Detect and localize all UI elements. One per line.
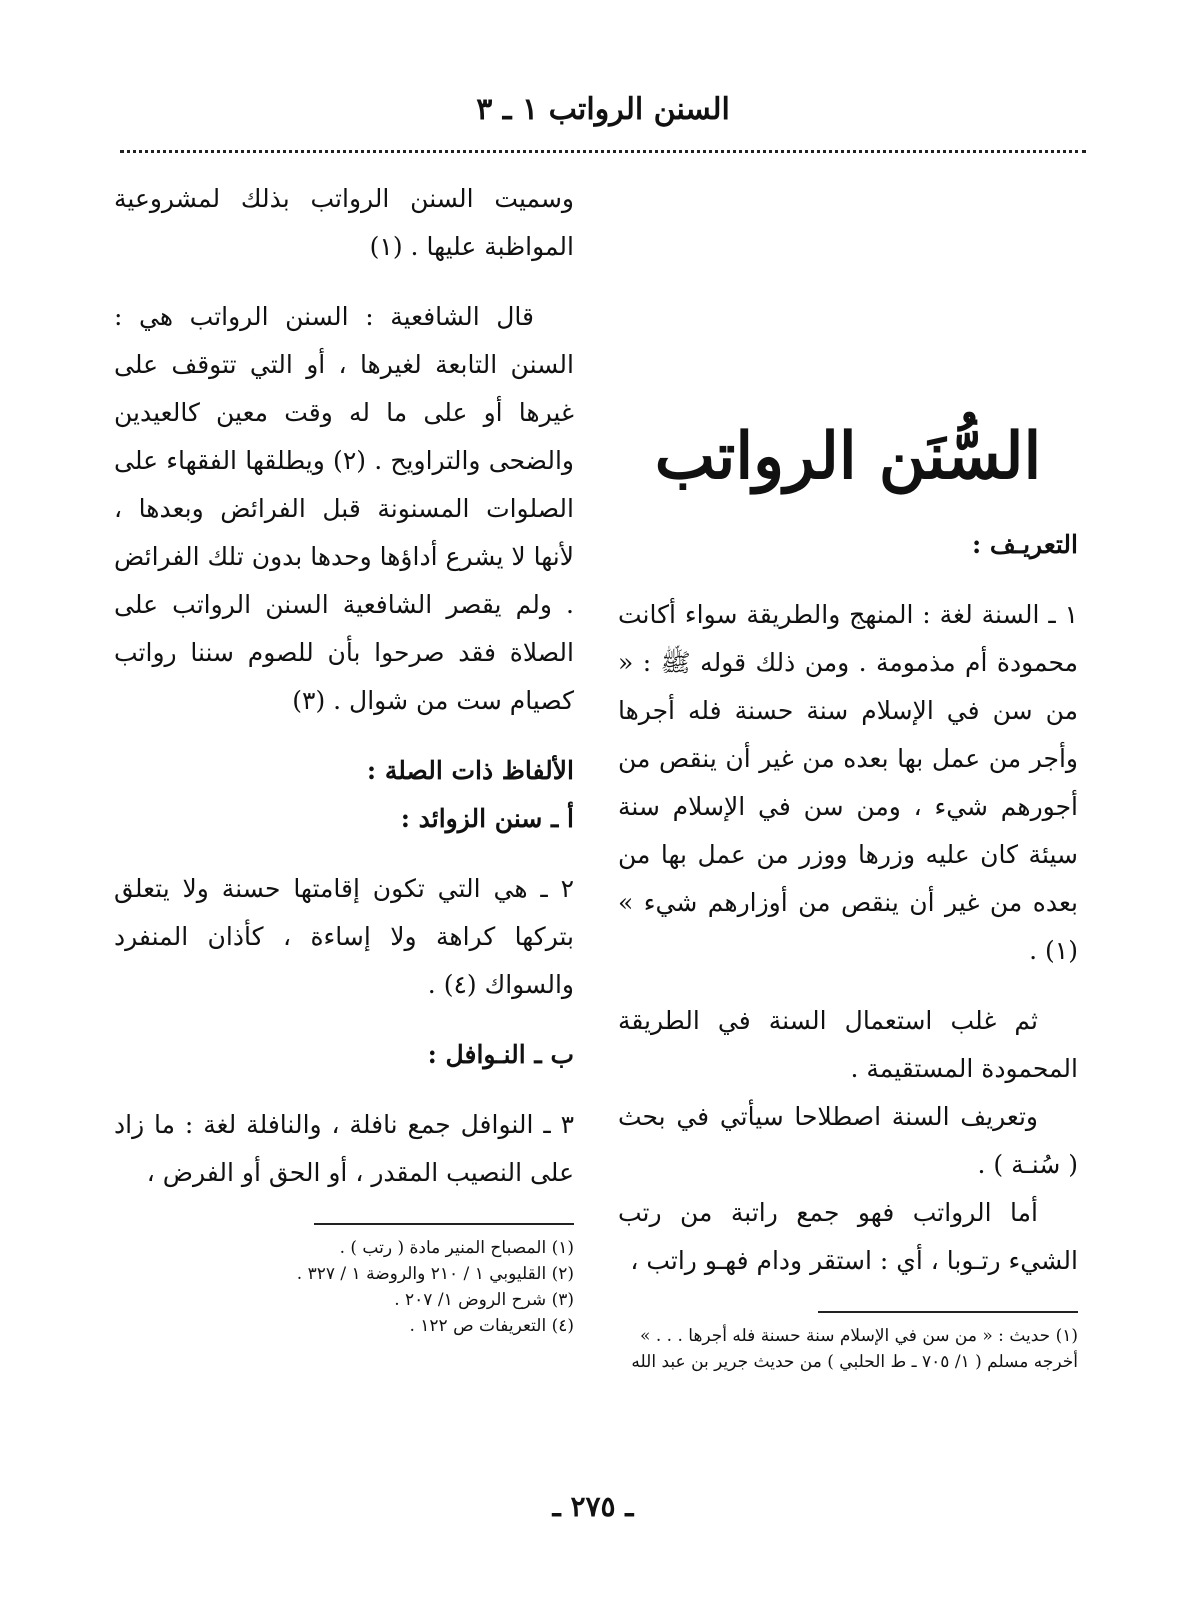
footnote: (٣) شرح الروض ١/ ٢٠٧ .	[394, 1290, 574, 1310]
right-paragraph-2: ثم غلب استعمال السنة في الطريقة المحمودة المستقيمة .	[618, 1006, 1078, 1083]
definition-heading: التعريـف :	[971, 530, 1078, 559]
left-paragraph-3: ٢ ـ هي التي تكون إقامتها حسنة ولا يتعلق بتركها كراهة ولا إساءة ، كأذان المنفرد والسواك (٤) .	[114, 874, 574, 999]
footnote: (١) المصباح المنير مادة ( رتب ) .	[339, 1238, 574, 1258]
right-paragraph-3: وتعريف السنة اصطلاحا سيأتي في بحث ( سُنـة ) .	[618, 1102, 1078, 1179]
left-footnotes	[114, 1235, 574, 1339]
left-paragraph-2: قال الشافعية : السنن الرواتب هي : السنن التابعة لغيرها ، أو التي تتوقف على غيرها أو على ما له وقت معين كالعيدين والضحى والتراويح . (٢) ويطلقها الفقهاء على الصلوات المسنونة قبل الفرائض وبعدها ، لأنها لا يشرع أداؤها وحدها بدون تلك الفرائض . ولم يقصر الشافعية السنن الرواتب على الصلاة فقد صرحوا بأن للصوم سننا رواتب كصيام ست من شوال . (٣)	[114, 302, 574, 715]
right-column	[618, 175, 1078, 1375]
left-paragraph-1: وسميت السنن الرواتب بذلك لمشروعية المواظبة عليها . (١)	[114, 184, 574, 261]
page-number: ـ ٢٧٥ ـ	[552, 1490, 634, 1523]
footnote: (٢) القليوبي ١ / ٢١٠ والروضة ١ / ٣٢٧ .	[296, 1264, 574, 1284]
header-divider	[120, 150, 1086, 153]
footnote-divider	[818, 1311, 1078, 1313]
subheading-a: أ ـ سنن الزوائد :	[400, 804, 574, 833]
subheading-b: ب ـ النـوافل :	[427, 1040, 574, 1069]
footnote: (١) حديث : « من سن في الإسلام سنة حسنة فله أجرها . . . » أخرجه مسلم ( ١/ ٧٠٥ ـ ط الحلبي ) من حديث جرير بن عبد الله	[631, 1326, 1078, 1372]
left-paragraph-4: ٣ ـ النوافل جمع نافلة ، والنافلة لغة : ما زاد على النصيب المقدر ، أو الحق أو الفرض ،	[114, 1110, 574, 1187]
right-footnotes	[618, 1323, 1078, 1375]
entry-title: السُّنَن الرواتب	[654, 419, 1042, 494]
footnote-divider	[314, 1223, 574, 1225]
right-paragraph-1: ١ ـ السنة لغة : المنهج والطريقة سواء أكانت محمودة أم مذمومة . ومن ذلك قوله ﷺ : « من سن في الإسلام سنة حسنة فله أجرها وأجر من عمل بها بعده من غير أن ينقص من أجورهم شيء ، ومن سن في الإسلام سنة سيئة كان عليه وزرها ووزر من عمل بها من بعده من غير أن ينقص من أوزارهم شيء » (١) .	[618, 600, 1078, 965]
right-paragraph-4: أما الرواتب فهو جمع راتبة من رتب الشيء رتـوبا ، أي : استقر ودام فهـو راتب ،	[618, 1198, 1078, 1275]
running-header: السنن الرواتب ١ ـ ٣	[476, 92, 730, 127]
left-column	[114, 175, 574, 1339]
footnote: (٤) التعريفات ص ١٢٢ .	[409, 1316, 574, 1336]
related-terms-heading: الألفاظ ذات الصلة :	[366, 756, 574, 785]
